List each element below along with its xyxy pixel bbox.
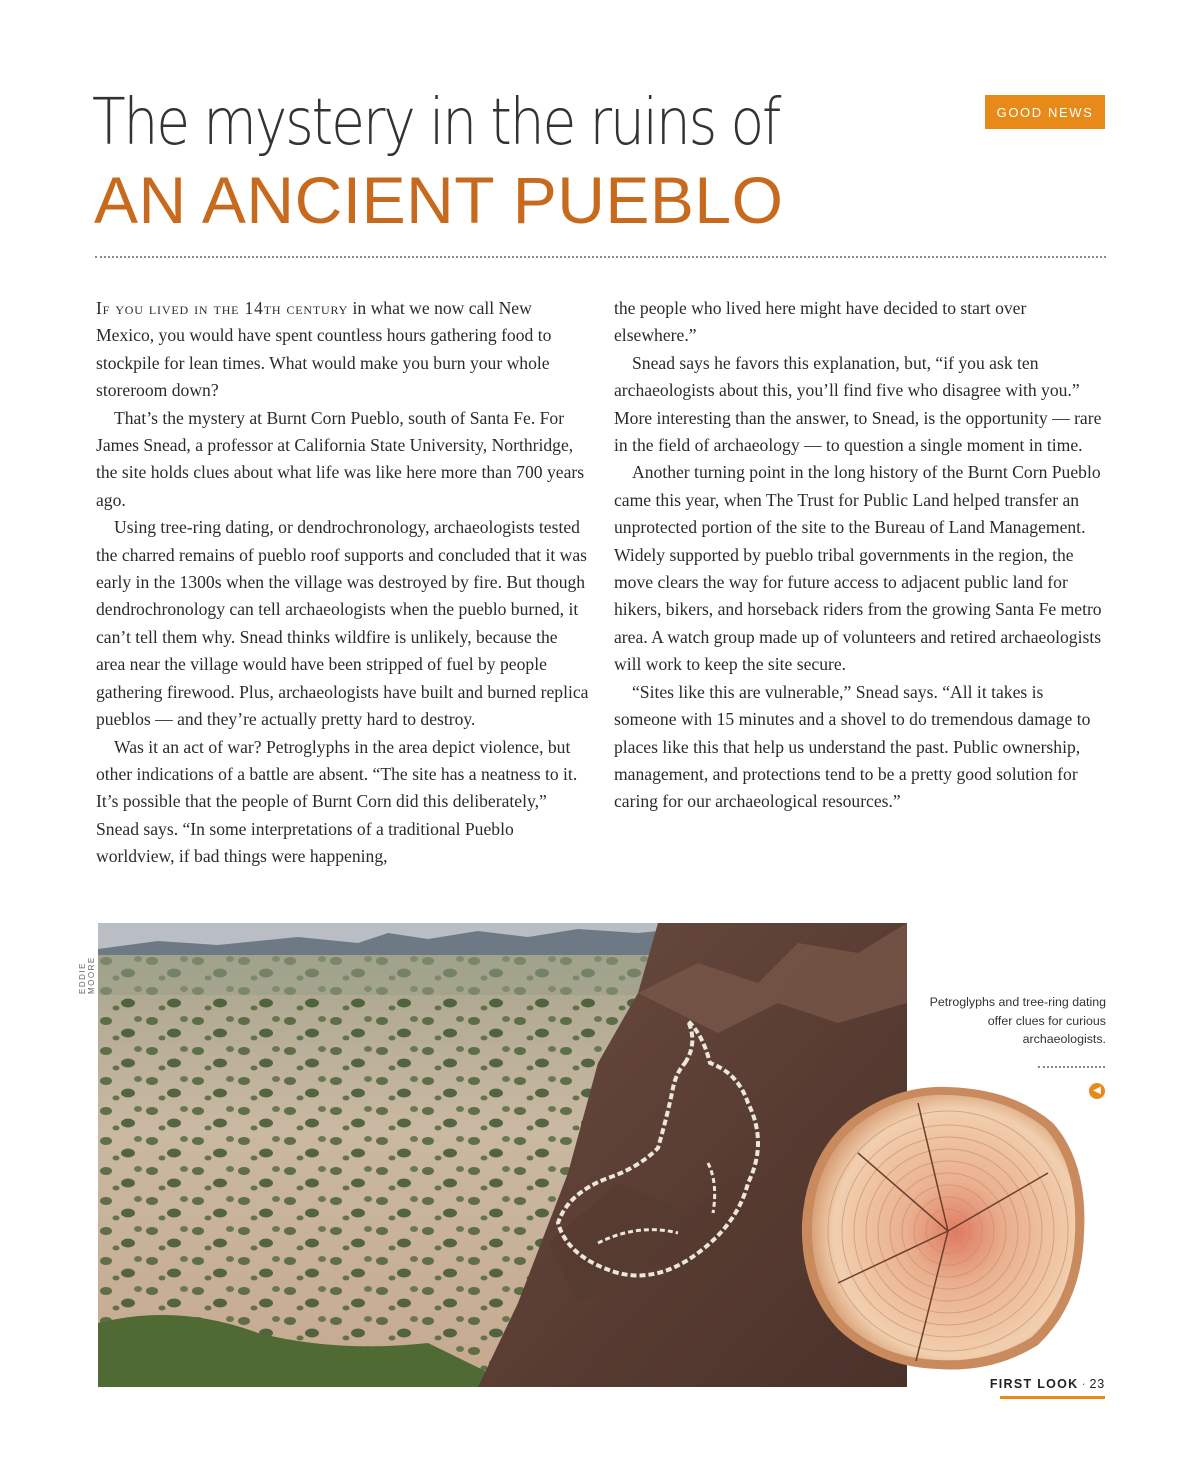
article-paragraph bbox=[96, 295, 591, 405]
article-column-left bbox=[96, 295, 591, 871]
dotted-divider bbox=[95, 256, 1106, 258]
headline-line-2: AN ANCIENT PUEBLO bbox=[94, 163, 784, 237]
footer-accent-rule bbox=[1000, 1396, 1105, 1399]
section-badge: GOOD NEWS bbox=[985, 95, 1105, 129]
article-column-right bbox=[614, 295, 1109, 816]
article-paragraph: the people who lived here might have decided to start over elsewhere.” bbox=[614, 298, 1027, 346]
page-number: 23 bbox=[1089, 1377, 1105, 1391]
footer-separator: · bbox=[1081, 1377, 1087, 1391]
article-paragraph: “Sites like this are vulnerable,” Snead says. “All it takes is someone with 15 minutes and a shovel to do tremendous damage to places like this that help us understand the past. Public ownership, management, and protections tend to be a pretty good solution for caring for our archaeological resources.” bbox=[614, 681, 1091, 812]
arrow-left-icon: ◀ bbox=[1089, 1083, 1105, 1099]
landscape-petroglyph-photo bbox=[98, 923, 907, 1387]
lead-in: If you lived in the 14th century bbox=[96, 298, 349, 318]
headline-line-1: The mystery in the ruins of bbox=[92, 86, 780, 160]
photo-credit: EDDIE MOORE bbox=[78, 956, 96, 994]
article-paragraph: Another turning point in the long history of the Burnt Corn Pueblo came this year, when The Trust for Public Land helped transfer an unprotected portion of the site to the Bureau of Land Management. Widely supported by pueblo tribal governments in the region, the move clears the way for future access to adjacent public land for hikers, bikers, and horseback riders from the growing Santa Fe metro area. A watch group made up of volunteers and retired archaeologists will work to keep the site secure. bbox=[614, 462, 1102, 675]
article-paragraph: Snead says he favors this explanation, but, “if you ask ten archaeologists about this, you’ll find five who disagree with you.” More interesting than the answer, to Snead, is the opportunity — rare in the field of archaeology — to question a single moment in time. bbox=[614, 352, 1102, 456]
footer-section: FIRST LOOK bbox=[989, 1377, 1079, 1391]
article-paragraph: Using tree-ring dating, or dendrochronology, archaeologists tested the charred remains of pueblo roof supports and concluded that it was early in the 1300s when the village was destroyed by fire. But though dendrochronology can tell archaeologists when the pueblo burned, it can’t tell them why. Snead thinks wildfire is unlikely, because the area near the village would have been stripped of fuel by people gathering firewood. Plus, archaeologists have built and burned replica pueblos — and they’re actually pretty hard to destroy. bbox=[96, 517, 589, 730]
article-paragraph: That’s the mystery at Burnt Corn Pueblo, south of Santa Fe. For James Snead, a professor at California State University, Northridge, the site holds clues about what life was like here more than 700 years ago. bbox=[96, 407, 585, 510]
photo-caption: Petroglyphs and tree-ring dating offer clues for curious archaeologists. bbox=[929, 995, 1106, 1046]
page-footer bbox=[985, 1377, 1105, 1391]
caption-dotted-rule bbox=[1038, 1066, 1105, 1068]
article-paragraph: Was it an act of war? Petroglyphs in the area depict violence, but other indications of a battle are absent. “The site has a neatness to it. It’s possible that the people of Burnt Corn did this deliberately,” Snead says. “In some interpretations of a traditional Pueblo worldview, if bad things were happening, bbox=[96, 736, 578, 867]
tree-ring-cross-section bbox=[798, 1083, 1088, 1373]
paragraph-text: in what we now call New Mexico, you would have spent countless hours gathering food to stockpile for lean times. What would make you burn your whole storeroom down? bbox=[96, 298, 552, 401]
